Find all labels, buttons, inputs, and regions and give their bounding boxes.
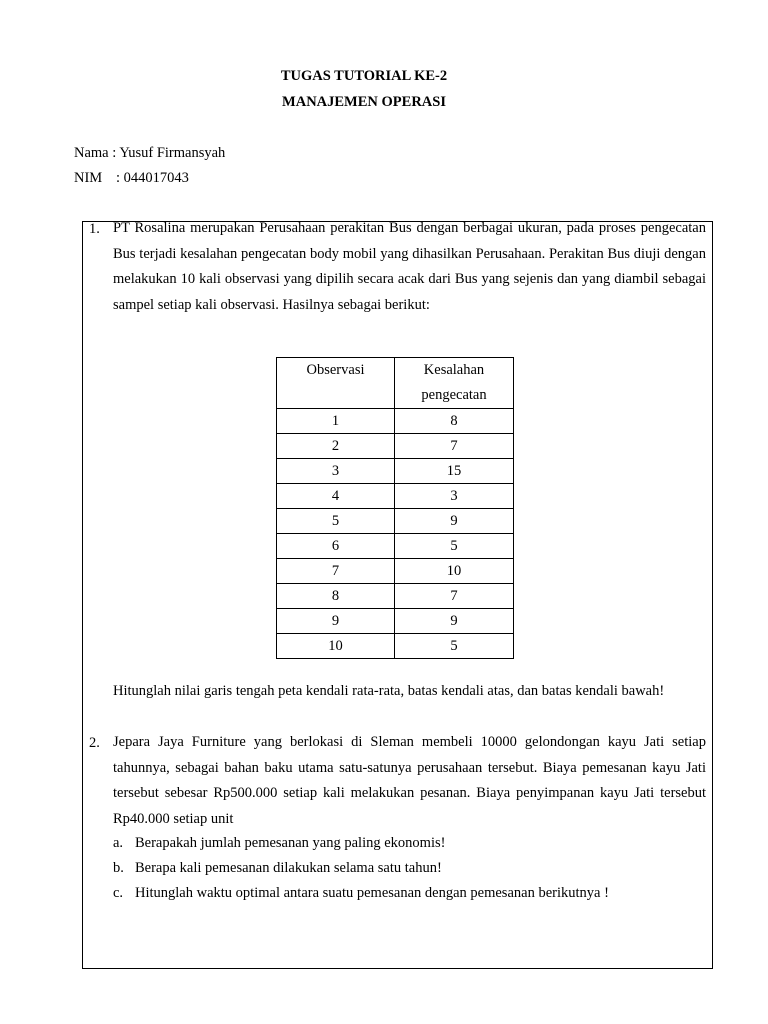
table-cell: 8 [277, 584, 395, 609]
table-row [277, 559, 514, 584]
table-cell: 9 [277, 609, 395, 634]
table-cell: 8 [395, 409, 514, 434]
table-cell: 10 [277, 634, 395, 659]
table-cell: 6 [277, 534, 395, 559]
question-1-text: PT Rosalina merupakan Perusahaan perakitan Bus dengan berbagai ukuran, pada proses pengecatan Bus terjadi kesalahan pengecatan body mobil yang dihasilkan Perusahaan. Perakitan Bus diuji dengan melakukan 10 kali observasi yang dipilih secara acak dari Bus yang sejenis dan yang diambil sebagai sampel setiap kali observasi. Hasilnya sebagai berikut: [113, 220, 706, 313]
table-row [277, 609, 514, 634]
question-2-item-a [113, 835, 445, 852]
table-row [277, 459, 514, 484]
item-letter: c. [113, 885, 124, 901]
table-row [277, 534, 514, 559]
table-cell: 7 [395, 434, 514, 459]
table-cell: 7 [395, 584, 514, 609]
student-name: Nama : Yusuf Firmansyah [74, 145, 226, 161]
item-text: Berapakah jumlah pemesanan yang paling ekonomis! [135, 835, 446, 851]
table-row [277, 634, 514, 659]
item-text: Berapa kali pemesanan dilakukan selama satu tahun! [135, 860, 442, 876]
table-header-row [277, 358, 514, 409]
document-title: TUGAS TUTORIAL KE-2 [280, 68, 448, 84]
item-text: Hitunglah waktu optimal antara suatu pemesanan dengan pemesanan berikutnya ! [135, 885, 609, 901]
table-cell: 4 [277, 484, 395, 509]
nim-label: NIM [74, 170, 103, 186]
table-cell: 5 [277, 509, 395, 534]
table-cell: 10 [395, 559, 514, 584]
student-nim [74, 170, 189, 187]
question-2-number: 2. [89, 735, 100, 751]
table-cell: 1 [277, 409, 395, 434]
table-cell: 2 [277, 434, 395, 459]
table-row [277, 484, 514, 509]
questions-box [82, 221, 713, 969]
item-letter: a. [113, 835, 124, 851]
question-2-text: Jepara Jaya Furniture yang berlokasi di Sleman membeli 10000 gelondongan kayu Jati setiap tahunnya, sebagai bahan baku utama satu-satunya perusahaan tersebut. Biaya pemesanan kayu Jati tersebut sebesar Rp500.000 setiap kali melakukan pesanan. Biaya penyimpanan kayu Jati tersebut Rp40.000 setiap unit [113, 734, 706, 827]
document-subtitle: MANAJEMEN OPERASI [282, 94, 446, 110]
table-row [277, 434, 514, 459]
table-cell: 15 [395, 459, 514, 484]
table-cell: 5 [395, 634, 514, 659]
table-cell: 3 [395, 484, 514, 509]
question-2-item-b [113, 860, 442, 877]
question-2-item-c [113, 885, 609, 902]
observation-table [276, 357, 514, 659]
table-cell: 5 [395, 534, 514, 559]
table-row [277, 509, 514, 534]
table-header-kesalahan: Kesalahan pengecatan [395, 358, 514, 409]
table-cell: 9 [395, 509, 514, 534]
question-1-number: 1. [89, 221, 100, 237]
nim-value: : 044017043 [116, 170, 189, 186]
item-letter: b. [113, 860, 124, 876]
table-cell: 7 [277, 559, 395, 584]
question-1-instruction: Hitunglah nilai garis tengah peta kendali rata-rata, batas kendali atas, dan batas kendali bawah! [113, 683, 665, 699]
table-row [277, 584, 514, 609]
table-cell: 3 [277, 459, 395, 484]
table-cell: 9 [395, 609, 514, 634]
table-row [277, 409, 514, 434]
table-header-observasi: Observasi [277, 358, 395, 409]
